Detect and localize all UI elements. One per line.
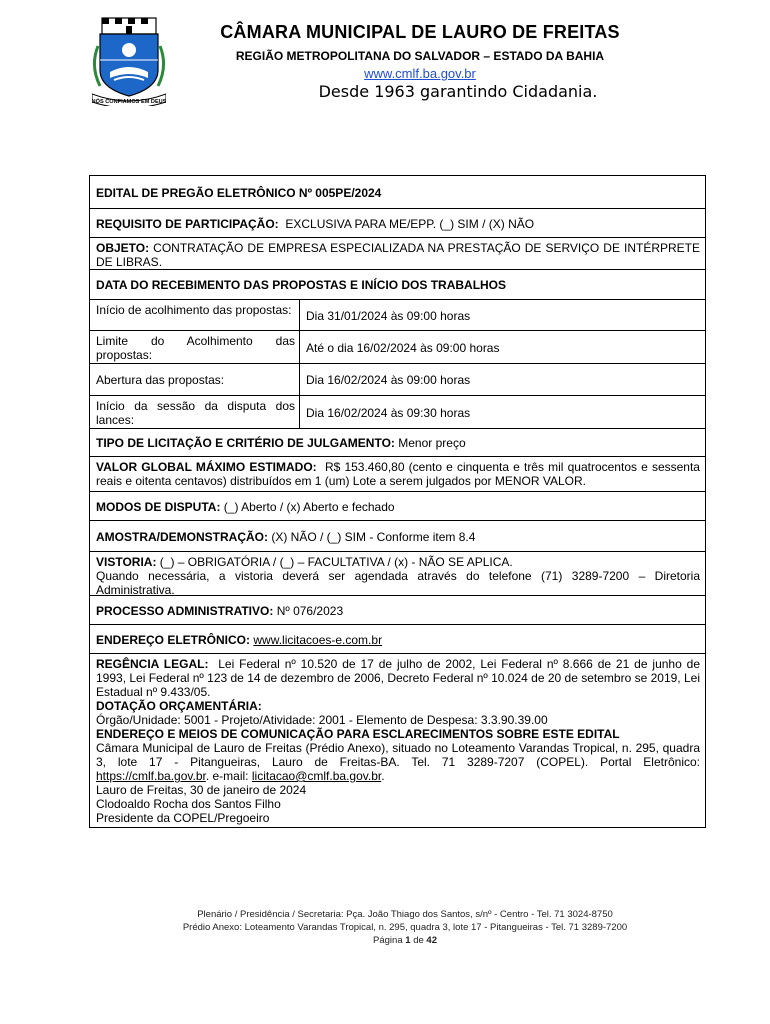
page-total: 42 xyxy=(426,935,437,946)
website-link[interactable]: www.cmlf.ba.gov.br xyxy=(364,66,476,81)
page-prefix: Página xyxy=(373,935,403,946)
signatario: Clodoaldo Rocha dos Santos Filho xyxy=(96,797,281,811)
footer-address-line-2: Prédio Anexo: Loteamento Varandas Tropical, n. 295, quadra 3, lote 17 - Pitangueiras - Tel. 71 3289-7200 xyxy=(182,922,628,933)
objeto-value: CONTRATAÇÃO DE EMPRESA ESPECIALIZADA NA PRESTAÇÃO DE SERVIÇO DE INTÉRPRETE DE LIBRAS. xyxy=(96,241,700,269)
valor-label: VALOR GLOBAL MÁXIMO ESTIMADO: xyxy=(96,460,317,474)
cargo: Presidente da COPEL/Pregoeiro xyxy=(96,811,270,825)
endereco-eletronico-row xyxy=(90,625,705,654)
dotacao-row xyxy=(90,699,705,727)
regencia-value: Lei Federal nº 10.520 de 17 de julho de 2002, Lei Federal nº 8.666 de 21 de junho de 1993, Lei Federal nº 123 de 14 de dezembro de 2006, Decreto Federal nº 10.024 de 20 de setembro se 2019, Lei Estadual nº 9.433/05. xyxy=(96,657,700,699)
schedule-row xyxy=(90,396,705,429)
esclarecimentos-label: ENDEREÇO E MEIOS DE COMUNICAÇÃO PARA ESCLARECIMENTOS SOBRE ESTE EDITAL xyxy=(96,727,620,741)
schedule-value: Dia 31/01/2024 às 09:00 horas xyxy=(306,308,471,323)
schedule-row xyxy=(90,331,705,364)
endereco-eletronico-label: ENDEREÇO ELETRÔNICO: xyxy=(96,632,251,647)
vistoria-label: VISTORIA: xyxy=(96,555,157,569)
page-footer xyxy=(0,908,770,947)
schedule-value: Dia 16/02/2024 às 09:30 horas xyxy=(306,405,471,420)
regencia-label: REGÊNCIA LEGAL: xyxy=(96,657,209,671)
valor-value: R$ 153.460,80 (cento e cinquenta e três mil quatrocentos e sessenta reais e oitenta centavos) distribuídos em 1 (um) Lote a serem julgados por MENOR VALOR. xyxy=(96,460,700,488)
crest-motto: NÓS CONFIAMOS EM DEUS xyxy=(92,99,166,105)
processo-row xyxy=(90,596,705,625)
schedule-value: Dia 16/02/2024 às 09:00 horas xyxy=(306,373,471,387)
email-link[interactable]: licitacao@cmlf.ba.gov.br xyxy=(251,769,382,783)
institution-subtitle: REGIÃO METROPOLITANA DO SALVADOR – ESTADO DA BAHIA xyxy=(235,49,605,63)
schedule-row xyxy=(90,300,705,331)
regencia-row xyxy=(90,654,705,699)
tipo-label: TIPO DE LICITAÇÃO E CRITÉRIO DE JULGAMENTO: xyxy=(96,436,395,450)
vistoria-value: (_) – OBRIGATÓRIA / (_) – FACULTATIVA / (x) - NÃO SE APLICA. xyxy=(159,555,513,569)
page-number xyxy=(0,934,770,947)
amostra-label: AMOSTRA/DEMONSTRAÇÃO: xyxy=(96,529,268,544)
schedule-row xyxy=(90,364,705,396)
letterhead xyxy=(0,0,770,120)
datas-heading: DATA DO RECEBIMENTO DAS PROPOSTAS E INÍCIO DOS TRABALHOS xyxy=(90,270,705,300)
modos-label: MODOS DE DISPUTA: xyxy=(96,499,221,514)
email-prefix: . e-mail: xyxy=(205,769,249,783)
licitacoes-link[interactable]: www.licitacoes-e.com.br xyxy=(253,632,383,647)
page-current: 1 xyxy=(405,935,411,946)
footer-address-line-1: Plenário / Presidência / Secretaria: Pça. João Thiago dos Santos, s/nº - Centro - Tel. 71 3024-8750 xyxy=(197,909,613,920)
requisito-value: EXCLUSIVA PARA ME/EPP. (_) SIM / (X) NÃO xyxy=(285,216,535,231)
objeto-row xyxy=(90,238,705,270)
schedule-label: Abertura das propostas: xyxy=(90,364,300,395)
dotacao-value: Órgão/Unidade: 5001 - Projeto/Atividade: 2001 - Elemento de Despesa: 3.3.90.39.00 xyxy=(96,713,548,727)
requisito-label: REQUISITO DE PARTICIPAÇÃO: xyxy=(96,216,279,231)
amostra-value: (X) NÃO / (_) SIM - Conforme item 8.4 xyxy=(271,529,476,544)
schedule-label: Início de acolhimento das propostas: xyxy=(90,300,300,330)
processo-label: PROCESSO ADMINISTRATIVO: xyxy=(96,603,274,618)
schedule-label: Início da sessão da disputa dos lances: xyxy=(90,396,300,428)
tipo-value: Menor preço xyxy=(398,436,466,450)
edital-summary-table xyxy=(89,175,706,828)
page-of: de xyxy=(413,935,424,946)
requisito-row xyxy=(90,209,705,238)
amostra-row xyxy=(90,521,705,552)
modos-value: (_) Aberto / (x) Aberto e fechado xyxy=(223,499,395,514)
email-suffix: . xyxy=(381,769,385,783)
vistoria-row xyxy=(90,552,705,596)
schedule-value: Até o dia 16/02/2024 às 09:00 horas xyxy=(306,340,500,355)
vistoria-note: Quando necessária, a vistoria deverá ser agendada através do telefone (71) 3289-7200 – Diretoria Administrativa. xyxy=(96,569,700,597)
dotacao-label: DOTAÇÃO ORÇAMENTÁRIA: xyxy=(96,699,262,713)
tipo-row xyxy=(90,429,705,457)
slogan: Desde 1963 garantindo Cidadania. xyxy=(318,82,598,101)
portal-link[interactable]: https://cmlf.ba.gov.br xyxy=(96,769,206,783)
local-data: Lauro de Freitas, 30 de janeiro de 2024 xyxy=(96,783,307,797)
modos-row xyxy=(90,492,705,521)
esclarecimentos-row xyxy=(90,727,705,827)
edital-title: EDITAL DE PREGÃO ELETRÔNICO Nº 005PE/2024 xyxy=(90,176,705,209)
esclarecimentos-text: Câmara Municipal de Lauro de Freitas (Prédio Anexo), situado no Loteamento Varandas Tropical, n. 295, quadra 3, lote 17 - Pitangueiras, Lauro de Freitas-BA. Tel. 71 3289-7207 (COPEL). Portal Eletrônico: xyxy=(96,741,700,769)
processo-value: Nº 076/2023 xyxy=(276,603,344,618)
institution-title: CÂMARA MUNICIPAL DE LAURO DE FREITAS xyxy=(220,22,620,42)
schedule-label: Limite do Acolhimento das propostas: xyxy=(90,331,300,363)
valor-row xyxy=(90,457,705,492)
objeto-label: OBJETO: xyxy=(96,241,150,255)
